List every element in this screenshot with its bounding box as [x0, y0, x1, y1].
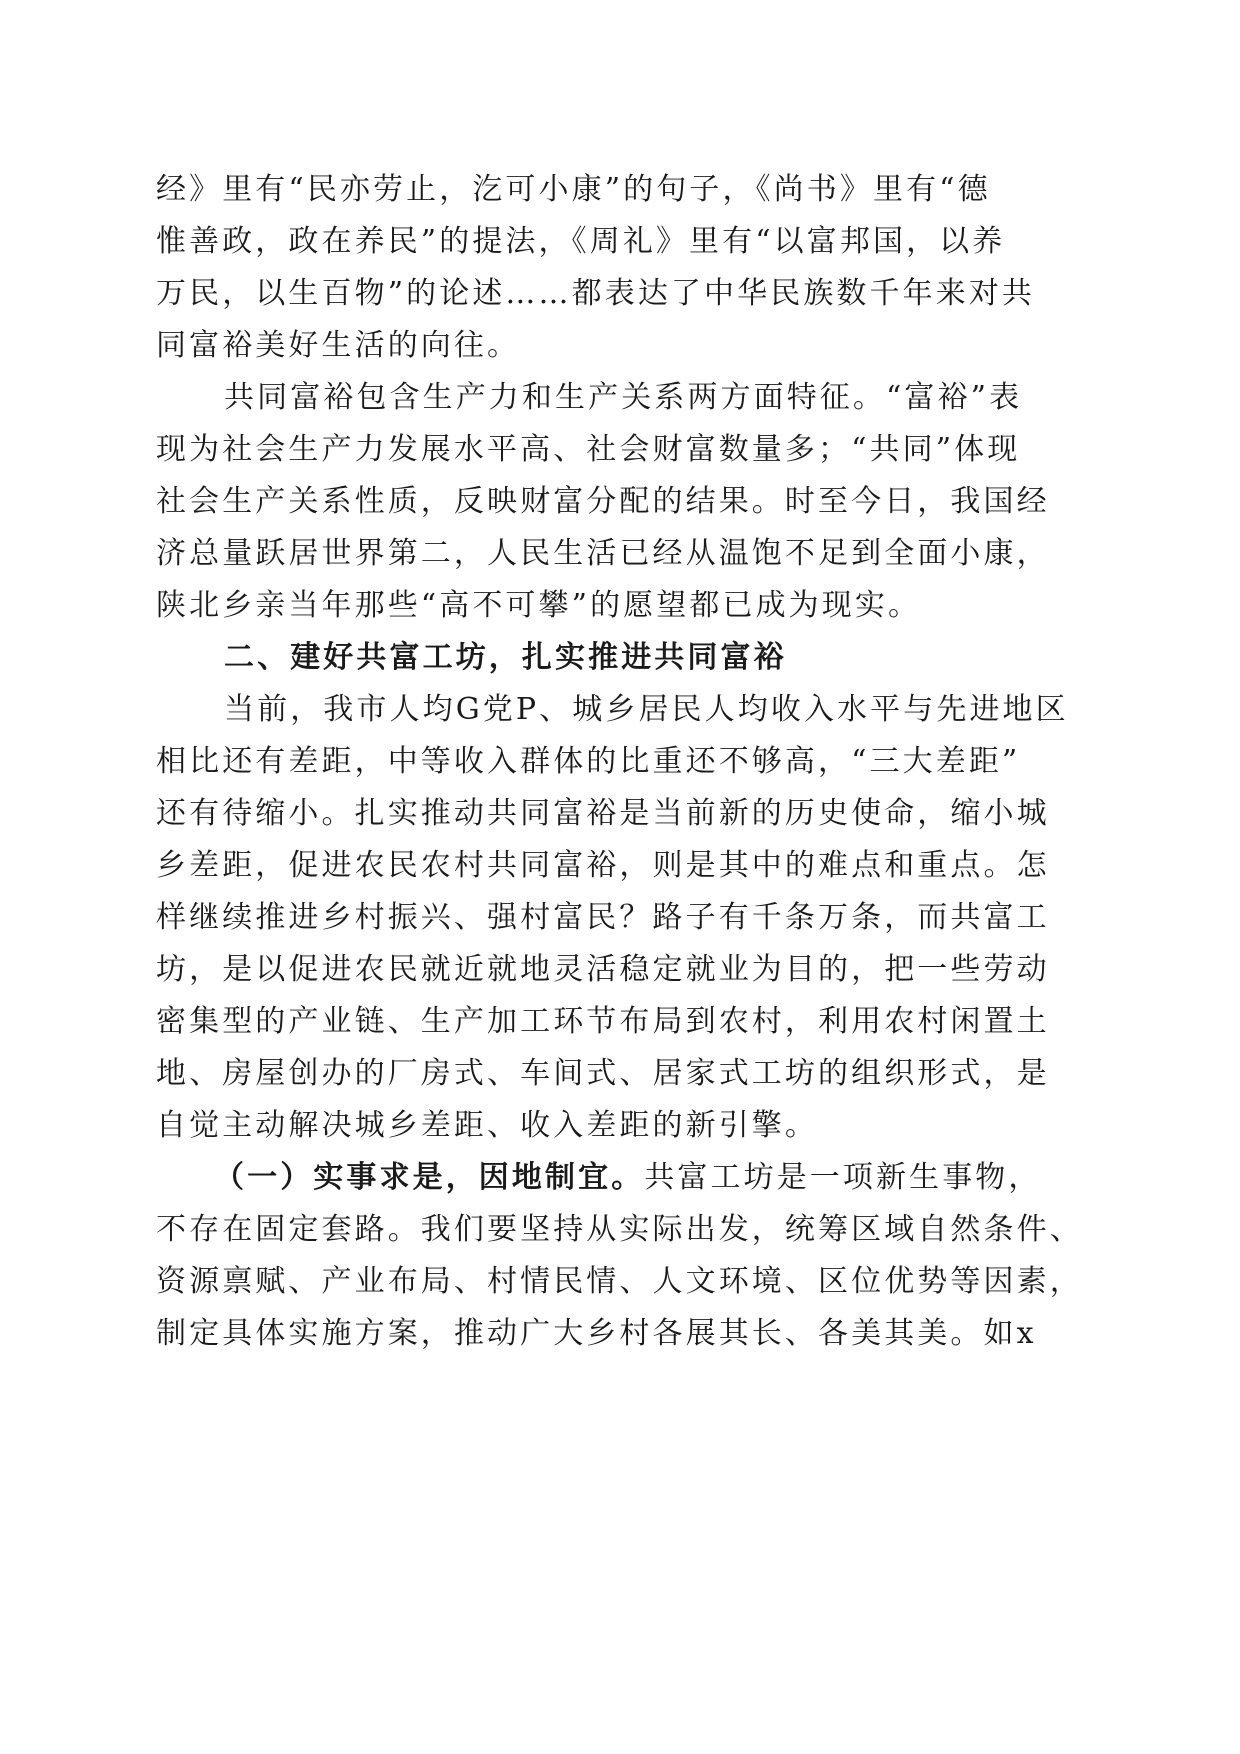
text-line-8: 济总量跃居世界第二，人民生活已经从温饱不足到全面小康， — [156, 536, 1050, 571]
text-line-21: 不存在固定套路。我们要坚持从实际出发，统筹区域自然条件、 — [156, 1212, 1083, 1247]
text-line-23: 制定具体实施方案，推动广大乡村各展其长、各美其美。如x — [156, 1316, 1037, 1351]
section-heading: 二、建好共富工坊，扎实推进共同富裕 — [224, 640, 787, 675]
text-line-12: 相比还有差距，中等收入群体的比重还不够高，“三大差距” — [156, 744, 1021, 779]
subsection-text: 共富工坊是一项新生事物， — [644, 1160, 1042, 1195]
text-line-3: 万民，以生百物”的论述……都表达了中华民族数千年来对共 — [156, 276, 1036, 311]
text-line-19: 自觉主动解决城乡差距、收入差距的新引擎。 — [156, 1108, 818, 1143]
paragraph-start-line: 当前，我市人均G党P、城乡居民人均收入水平与先进地区 — [224, 692, 1069, 727]
text-line-13: 还有待缩小。扎实推动共同富裕是当前新的历史使命，缩小城 — [156, 796, 1050, 831]
subsection-heading: （一）实事求是，因地制宜。 — [214, 1160, 645, 1195]
text-line-16: 坊，是以促进农民就近就地灵活稳定就业为目的，把一些劳动 — [156, 952, 1050, 987]
text-line-14: 乡差距，促进农民农村共同富裕，则是其中的难点和重点。怎 — [156, 848, 1050, 883]
text-line-15: 样继续推进乡村振兴、强村富民？路子有千条万条，而共富工 — [156, 900, 1050, 935]
text-line-22: 资源禀赋、产业布局、村情民情、人文环境、区位优势等因素， — [156, 1264, 1083, 1299]
paragraph-start-line: 共同富裕包含生产力和生产关系两方面特征。“富裕”表 — [224, 380, 1023, 415]
text-line-18: 地、房屋创办的厂房式、车间式、居家式工坊的组织形式，是 — [156, 1056, 1050, 1091]
text-line-17: 密集型的产业链、生产加工环节布局到农村，利用农村闲置土 — [156, 1004, 1050, 1039]
text-line-9: 陕北乡亲当年那些“高不可攀”的愿望都已成为现实。 — [156, 588, 922, 623]
subsection-line — [214, 1153, 1154, 1203]
text-line-6: 现为社会生产力发展水平高、社会财富数量多；“共同”体现 — [156, 432, 1021, 467]
text-line-7: 社会生产关系性质，反映财富分配的结果。时至今日，我国经 — [156, 484, 1050, 519]
text-line-1: 经》里有“民亦劳止，汔可小康”的句子，《尚书》里有“德 — [156, 172, 991, 207]
text-line-2: 惟善政，政在养民”的提法，《周礼》里有“以富邦国，以养 — [156, 224, 1006, 259]
text-line-4: 同富裕美好生活的向往。 — [156, 328, 521, 363]
